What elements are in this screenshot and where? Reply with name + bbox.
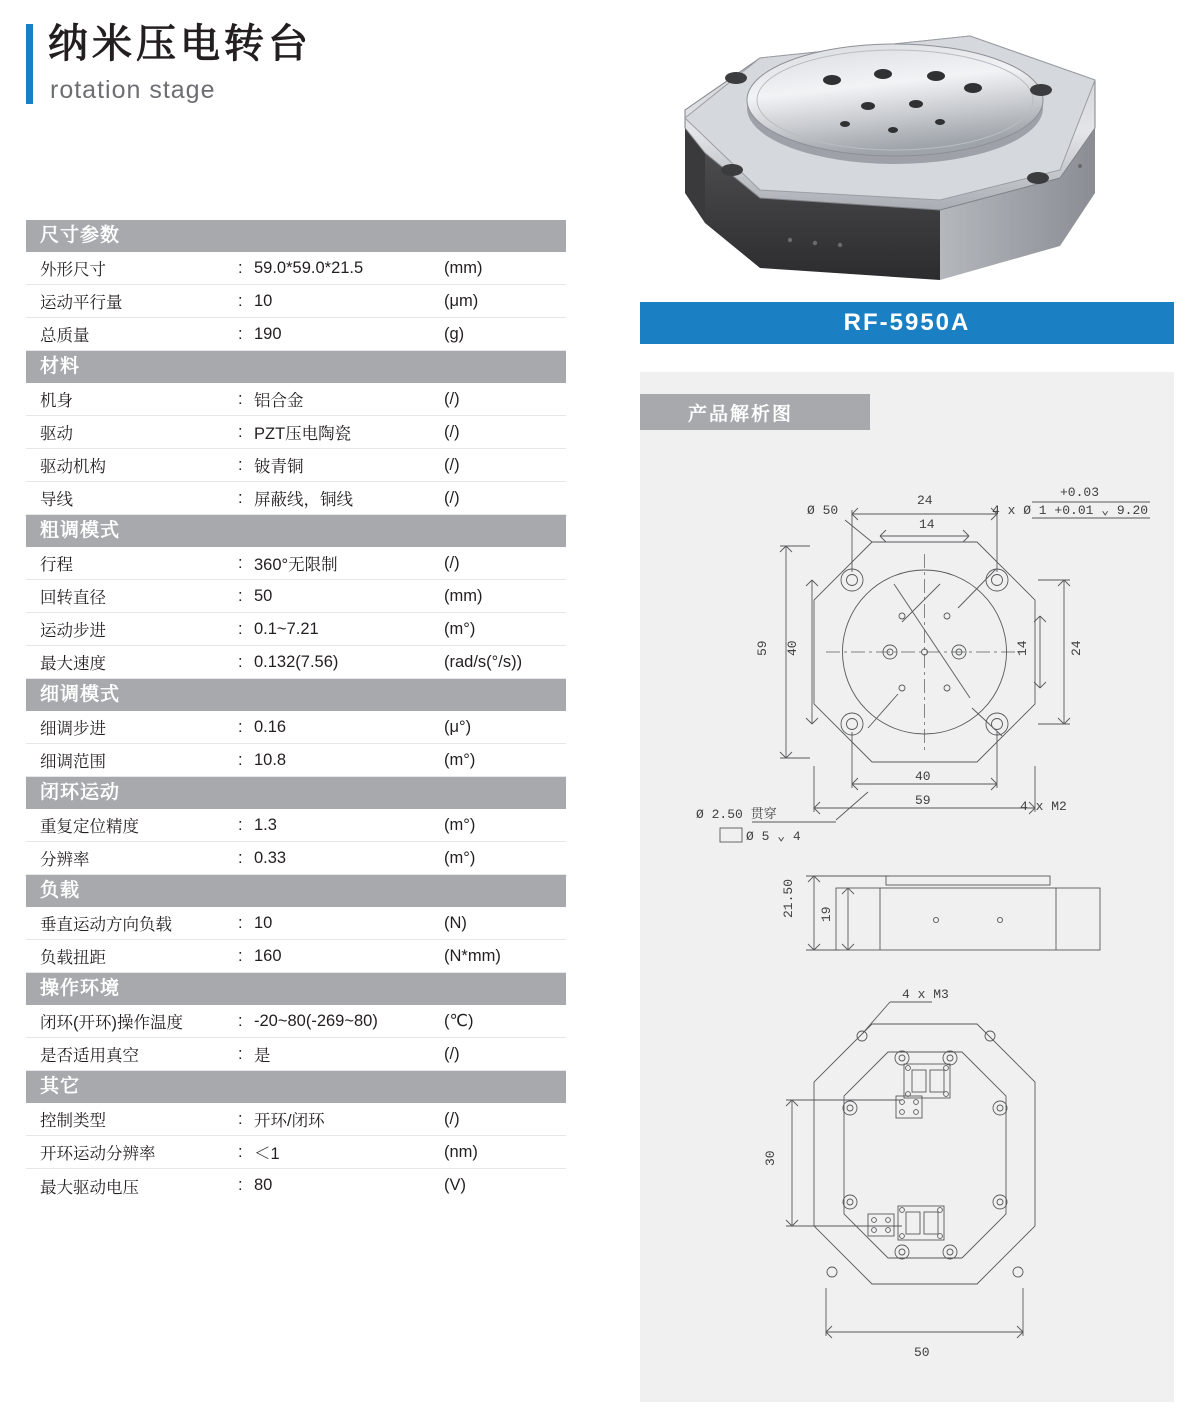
spec-row-value: -20~80(-269~80) (254, 1011, 378, 1030)
spec-row-value: 屏蔽线，铜线 (254, 491, 353, 509)
spec-row-name: 机身 (40, 392, 73, 410)
spec-row-colon: : (238, 1109, 243, 1128)
spec-row-colon: : (238, 422, 243, 441)
spec-row-unit: (m°) (444, 848, 476, 867)
spec-row-colon: : (238, 946, 243, 965)
spec-row-unit: (g) (444, 324, 465, 343)
dim-label-14-right: 14 (1015, 640, 1030, 656)
spec-row-name: 驱动 (40, 425, 73, 443)
spec-row-value: 0.33 (254, 848, 287, 867)
dim-label-30: 30 (763, 1150, 778, 1166)
spec-row-value: 0.1~7.21 (254, 619, 319, 638)
spec-row-colon: : (238, 291, 243, 310)
spec-section-header: 尺寸参数 (26, 220, 566, 252)
spec-row-colon: : (238, 717, 243, 736)
spec-row-unit: (μ°) (444, 717, 472, 736)
spec-row-unit: (V) (444, 1176, 466, 1194)
spec-row-name: 最大驱动电压 (40, 1178, 139, 1197)
spec-row-name: 细调范围 (40, 753, 106, 771)
dim-label-dia50: Ø 50 (807, 503, 839, 518)
spec-row-name: 驱动机构 (40, 458, 106, 476)
spec-section-header: 材料 (26, 351, 566, 383)
spec-row-colon: : (238, 619, 243, 638)
dim-label-59-left: 59 (755, 640, 770, 656)
spec-row-unit: (mm) (444, 586, 483, 605)
spec-row-colon: : (238, 913, 243, 932)
spec-row-unit: (nm) (444, 1142, 478, 1161)
spec-row-value: 50 (254, 586, 273, 605)
dim-label-4xM3: 4 x M3 (902, 987, 949, 1002)
spec-row-unit: (μm) (444, 291, 479, 310)
spec-row-value: 59.0*59.0*21.5 (254, 258, 364, 277)
spec-row-unit: (mm) (444, 258, 483, 277)
spec-row-name: 细调步进 (40, 720, 106, 738)
model-name-badge: RF-5950A (640, 302, 1174, 344)
spec-row-value: 10.8 (254, 750, 287, 769)
spec-row (26, 1038, 566, 1071)
spec-row-colon: : (238, 1176, 243, 1194)
rotation-stage-render (640, 18, 1174, 300)
spec-section-header: 细调模式 (26, 679, 566, 711)
spec-row-unit: (/) (444, 422, 460, 441)
spec-row-name: 负载扭距 (40, 949, 106, 967)
spec-row-colon: : (238, 586, 243, 605)
spec-section-header: 闭环运动 (26, 777, 566, 809)
page-subtitle: rotation stage (50, 76, 216, 104)
spec-row-name: 垂直运动方向负载 (40, 916, 172, 934)
spec-row (26, 646, 566, 679)
spec-row (26, 547, 566, 580)
spec-row (26, 285, 566, 318)
spec-row-colon: : (238, 553, 243, 572)
spec-row-value: 10 (254, 913, 273, 932)
spec-section-header: 粗调模式 (26, 515, 566, 547)
dim-label-dia250: Ø 2.50 贯穿 (696, 807, 777, 822)
spec-row-value: 铝合金 (254, 392, 304, 410)
spec-row-unit: (/) (444, 1109, 460, 1128)
dim-label-14-top: 14 (919, 517, 935, 532)
spec-row-unit: (N) (444, 913, 467, 932)
spec-row (26, 940, 566, 973)
spec-row-value: 0.16 (254, 717, 287, 736)
spec-row-unit: (m°) (444, 619, 476, 638)
spec-row (26, 613, 566, 646)
spec-row (26, 580, 566, 613)
spec-row-name: 导线 (40, 491, 73, 509)
drawing-section-title: 产品解析图 (640, 394, 870, 430)
spec-row-value: 360°无限制 (254, 556, 338, 574)
spec-row (26, 1005, 566, 1038)
dim-label-24-right: 24 (1069, 640, 1084, 656)
dim-label-hole-spec: 4 x Ø 1 +0.01 ⌄ 9.20 (992, 503, 1149, 518)
spec-row-value: 10 (254, 291, 273, 310)
spec-row-colon: : (238, 815, 243, 834)
spec-row-name: 运动步进 (40, 622, 106, 640)
product-photo (640, 18, 1174, 300)
spec-row-value: 开环/闭环 (254, 1112, 325, 1130)
spec-row-name: 开环运动分辨率 (40, 1145, 156, 1163)
spec-row (26, 809, 566, 842)
spec-row-colon: : (238, 389, 243, 408)
spec-row-unit: (/) (444, 488, 460, 507)
spec-row-unit: (m°) (444, 750, 476, 769)
spec-row (26, 1136, 566, 1169)
spec-row-unit: (/) (444, 553, 460, 572)
spec-row (26, 711, 566, 744)
spec-row-name: 回转直径 (40, 589, 106, 607)
spec-section-header: 其它 (26, 1071, 566, 1103)
dim-label-19: 19 (819, 906, 834, 922)
spec-row-value: 160 (254, 946, 282, 965)
spec-row-colon: : (238, 652, 243, 671)
spec-row (26, 842, 566, 875)
bottom-view (786, 1002, 1035, 1338)
page-header (26, 18, 586, 110)
spec-section-header: 操作环境 (26, 973, 566, 1005)
dim-label-2150: 21.50 (781, 878, 796, 918)
spec-row-name: 重复定位精度 (40, 818, 139, 836)
spec-row (26, 1169, 566, 1202)
spec-row-name: 是否适用真空 (40, 1047, 139, 1065)
dim-label-tol: +0.03 (1060, 485, 1100, 500)
spec-row-value: 1.3 (254, 815, 277, 834)
spec-row-value: PZT压电陶瓷 (254, 425, 352, 443)
spec-row-value: 80 (254, 1176, 273, 1194)
accent-bar (26, 24, 33, 104)
dim-label-dia5: Ø 5 ⌄ 4 (746, 829, 801, 844)
spec-row-unit: (m°) (444, 815, 476, 834)
spec-row-unit: (rad/s(°/s)) (444, 652, 523, 671)
spec-row-name: 行程 (40, 556, 73, 574)
spec-row-value: 0.132(7.56) (254, 652, 339, 671)
top-view (720, 502, 1150, 842)
technical-drawing-panel (640, 372, 1174, 1402)
dim-label-24-top: 24 (917, 493, 933, 508)
spec-row-name: 总质量 (40, 327, 90, 345)
spec-row-colon: : (238, 1011, 243, 1030)
side-view (806, 876, 1100, 950)
spec-row-value: ＜1 (254, 1145, 280, 1163)
spec-row-unit: (/) (444, 1044, 460, 1063)
spec-row-name: 最大速度 (40, 655, 106, 673)
dim-label-4xM2: 4 x M2 (1020, 799, 1067, 814)
spec-row-value: 铍青铜 (254, 458, 304, 476)
spec-row-colon: : (238, 1044, 243, 1063)
dim-label-40-bottom: 40 (915, 769, 931, 784)
spec-row-colon: : (238, 324, 243, 343)
spec-row-colon: : (238, 258, 243, 277)
dim-label-40-left: 40 (785, 640, 800, 656)
spec-row-value: 是 (254, 1047, 271, 1065)
spec-row (26, 744, 566, 777)
specification-table (26, 220, 566, 1202)
spec-row-colon: : (238, 848, 243, 867)
spec-row-name: 外形尺寸 (40, 261, 106, 279)
spec-row-name: 运动平行量 (40, 294, 123, 312)
spec-row-name: 分辨率 (40, 851, 90, 869)
spec-row-name: 闭环(开环)操作温度 (40, 1014, 183, 1032)
spec-row (26, 318, 566, 351)
spec-row-unit: (/) (444, 389, 460, 408)
drawing-views (640, 436, 1174, 1396)
spec-row-colon: : (238, 1142, 243, 1161)
spec-row-colon: : (238, 455, 243, 474)
spec-row-unit: (N*mm) (444, 946, 501, 965)
spec-row-value: 190 (254, 324, 282, 343)
spec-row-colon: : (238, 488, 243, 507)
spec-row (26, 907, 566, 940)
spec-row-unit: (℃) (444, 1012, 474, 1030)
spec-row (26, 383, 566, 416)
spec-section-header: 负载 (26, 875, 566, 907)
spec-row-name: 控制类型 (40, 1112, 106, 1130)
spec-row (26, 449, 566, 482)
page-title: 纳米压电转台 (48, 22, 312, 66)
spec-row (26, 1103, 566, 1136)
spec-row (26, 482, 566, 515)
spec-row (26, 416, 566, 449)
spec-row-colon: : (238, 750, 243, 769)
dim-label-59-bottom: 59 (915, 793, 931, 808)
drawing-svg (640, 436, 1174, 1396)
dim-label-50: 50 (914, 1345, 930, 1360)
spec-row (26, 252, 566, 285)
spec-row-unit: (/) (444, 455, 460, 474)
